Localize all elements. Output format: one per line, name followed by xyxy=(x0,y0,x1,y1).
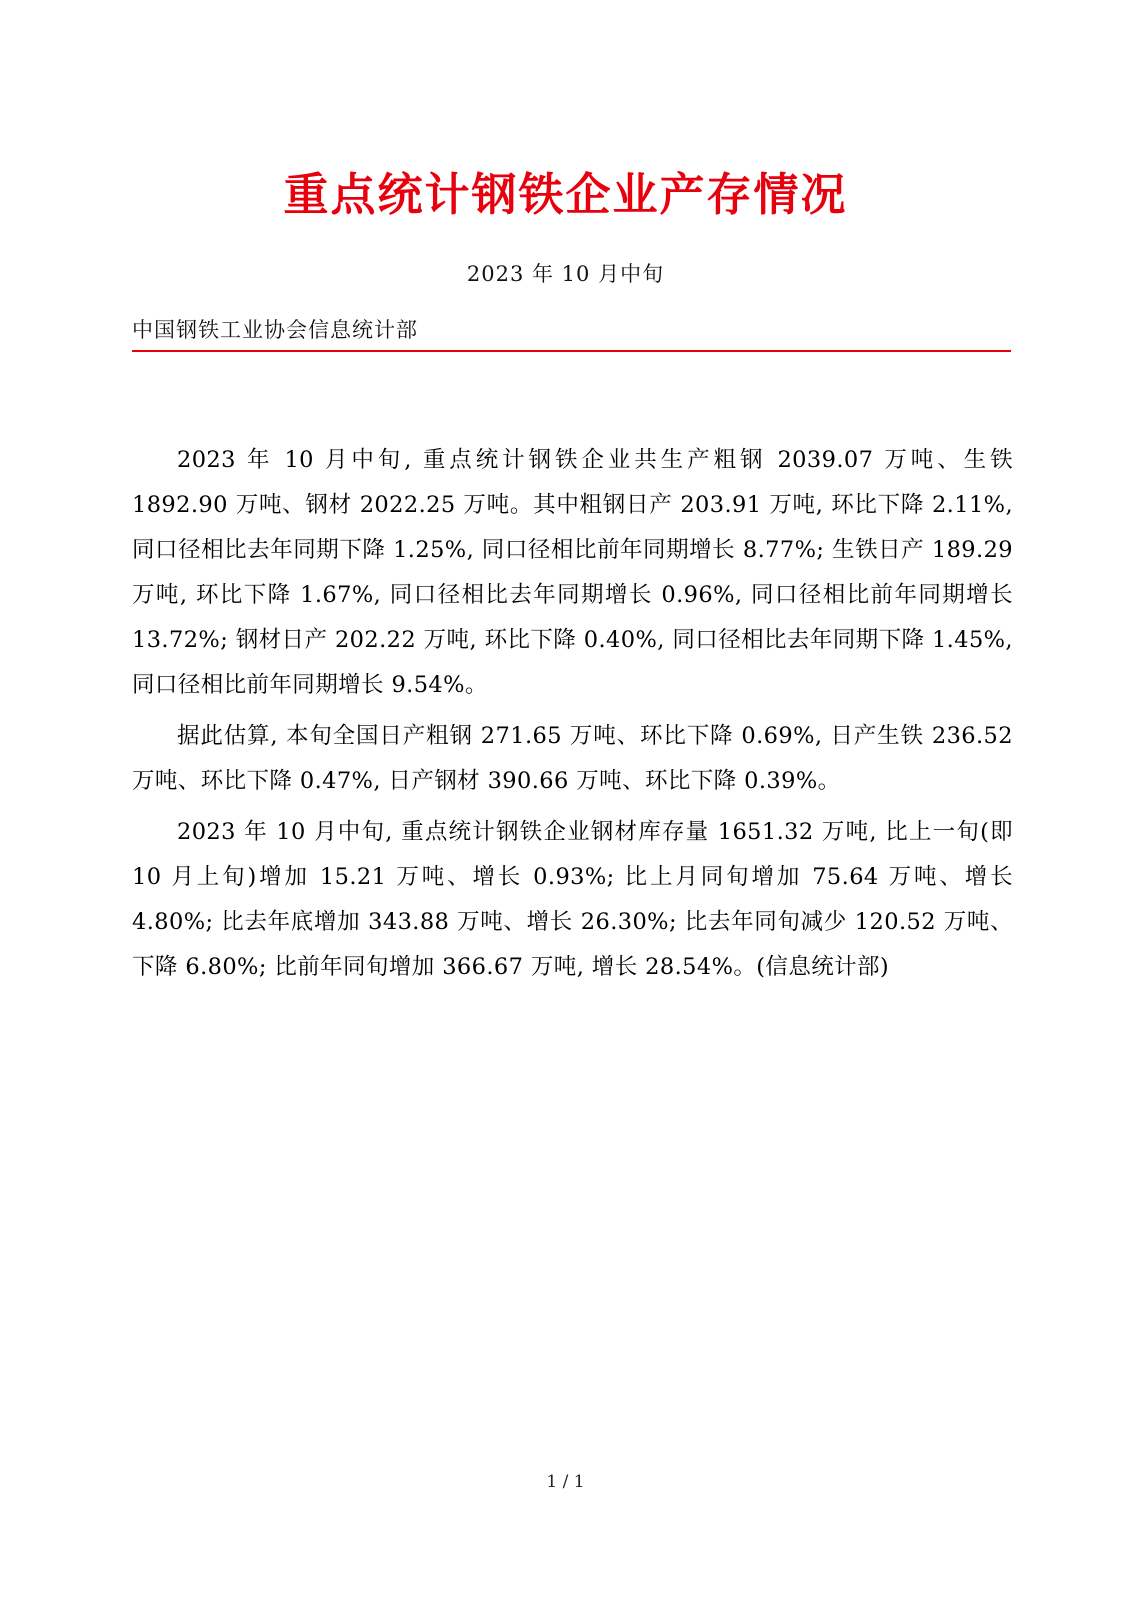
body-paragraph: 2023 年 10 月中旬, 重点统计钢铁企业钢材库存量 1651.32 万吨, 比上一旬(即 10 月上旬)增加 15.21 万吨、增长 0.93%; 比上月同旬增加 75.64 万吨、增长 4.80%; 比去年底增加 343.88 万吨、增长 26.30%; 比去年同旬减少 120.52 万吨、下降 6.80%; 比前年同旬增加 366.67 万吨, 增长 28.54%。(信息统计部) xyxy=(132,819,1013,980)
document-subtitle: 2023 年 10 月中旬 xyxy=(466,262,665,286)
page-title: 重点统计钢铁企业产存情况 xyxy=(283,168,848,221)
body-paragraph: 据此估算, 本旬全国日产粗钢 271.65 万吨、环比下降 0.69%, 日产生铁 236.52 万吨、环比下降 0.47%, 日产钢材 390.66 万吨、环比下降 0.39%。 xyxy=(132,723,1013,794)
document-body xyxy=(132,352,1013,990)
issuing-department: 中国钢铁工业协会信息统计部 xyxy=(132,288,1011,352)
body-paragraph: 2023 年 10 月中旬, 重点统计钢铁企业共生产粗钢 2039.07 万吨、生铁 1892.90 万吨、钢材 2022.25 万吨。其中粗钢日产 203.91 万吨, 环比下降 2.11%, 同口径相比去年同期下降 1.25%, 同口径相比前年同期增长 8.77%; 生铁日产 189.29 万吨, 环比下降 1.67%, 同口径相比去年同期增长 0.96%, 同口径相比前年同期增长 13.72%; 钢材日产 202.22 万吨, 环比下降 0.40%, 同口径相比去年同期下降 1.45%, 同口径相比前年同期增长 9.54%。 xyxy=(132,447,1013,698)
page-number: 1 / 1 xyxy=(546,1472,585,1492)
